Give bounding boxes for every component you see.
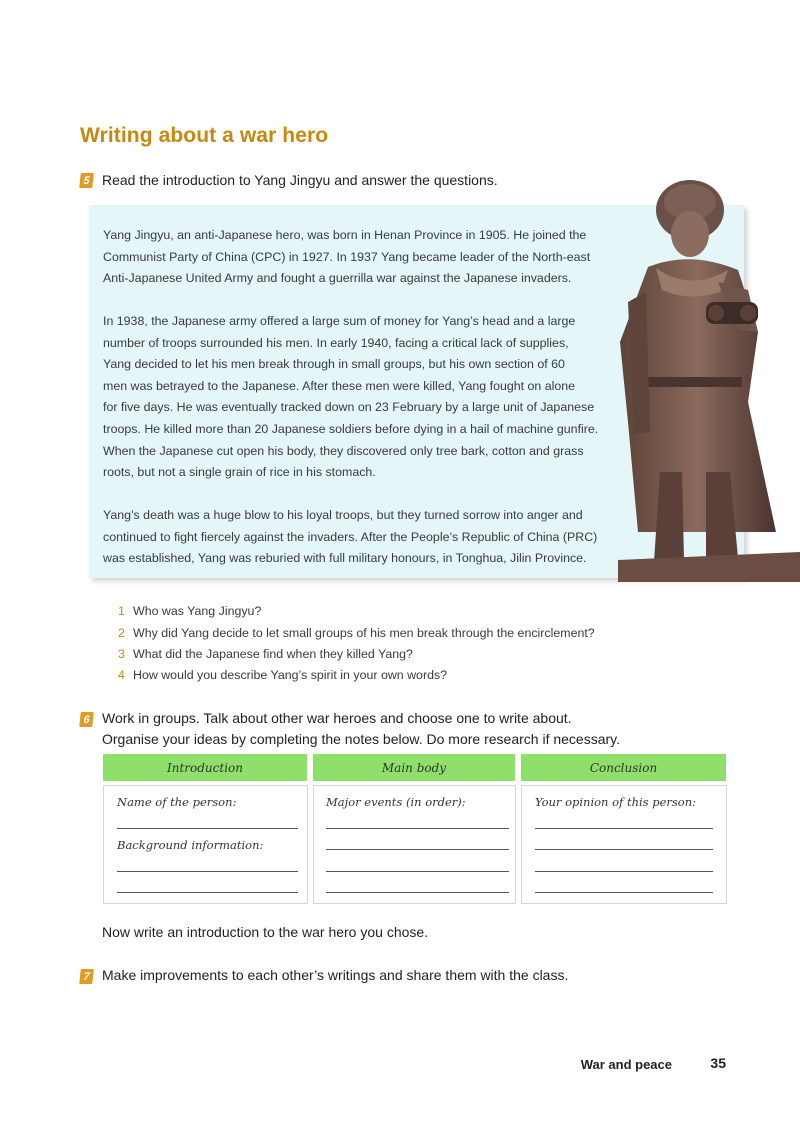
task-5-instruction: Read the introduction to Yang Jingyu and answer the questions. [102,172,498,188]
task-6-instruction-line-2: Organise your ideas by completing the notes below. Do more research if necessary. [102,731,620,747]
task-5-badge: 5 [79,173,94,188]
reading-paragraph-1: Yang Jingyu, an anti-Japanese hero, was born in Henan Province in 1905. He joined the Communist Party of China (CPC) in 1927. In 1937 Yang became leader of the North-east Anti-Japanese United Army and fought a guerrilla war against the Japanese invaders. [103,228,591,286]
notes-header-introduction: Introduction [103,754,307,781]
write-line[interactable] [535,849,713,850]
label-name-of-person: Name of the person: [117,795,237,809]
question-4: 4 How would you describe Yang’s spirit in your own words? [118,668,448,682]
reading-paragraph-3: Yang’s death was a huge blow to his loyal troops, but they turned sorrow into anger and continued to fight fiercely against the invaders. After the People’s Republic of China (PRC) was established, Yang was reburied with full military honours, in Tonghua, Jilin Province. [103,508,598,566]
reading-paragraph-2: In 1938, the Japanese army offered a large sum of money for Yang’s head and a large number of troops surrounded his men. In early 1940, facing a critical lack of supplies, Yang decided to let his men break through in small groups, but his own section of 60 men was betrayed to the Japanese. After these men were killed, Yang fought on alone for five days. He was eventually tracked down on 23 February by a large unit of Japanese troops. He killed more than 20 Japanese soldiers before dying in a hail of machine gunfire. When the Japanese cut open his body, they discovered only tree bark, cotton and grass roots, but not a single grain of rice in his stomach. [103,314,599,480]
footer-unit-title: War and peace [580,1057,672,1072]
notes-header-main-body: Main body [313,754,515,781]
task-6-badge: 6 [79,712,94,727]
label-your-opinion: Your opinion of this person: [535,795,696,809]
label-major-events: Major events (in order): [326,795,466,809]
section-title: Writing about a war hero [80,124,329,147]
write-line[interactable] [326,871,509,872]
write-line[interactable] [117,871,298,872]
label-background-information: Background information: [117,838,264,852]
question-2: 2 Why did Yang decide to let small groups of his men break through the encirclement? [118,626,595,640]
write-line[interactable] [326,849,509,850]
write-line[interactable] [535,871,713,872]
task-6-instruction-line-1: Work in groups. Talk about other war heroes and choose one to write about. [102,710,572,726]
task-6-followup: Now write an introduction to the war hero you chose. [102,924,429,940]
question-3: 3 What did the Japanese find when they killed Yang? [118,647,413,661]
task-7-instruction: Make improvements to each other’s writings and share them with the class. [102,967,569,983]
yang-jingyu-statue-image [598,172,800,582]
write-line[interactable] [117,828,298,829]
write-line[interactable] [117,892,298,893]
task-7-badge: 7 [79,969,94,984]
write-line[interactable] [535,892,713,893]
write-line[interactable] [326,892,509,893]
write-line[interactable] [535,828,713,829]
write-line[interactable] [326,828,509,829]
notes-header-conclusion: Conclusion [521,754,726,781]
page-number: 35 [710,1055,726,1071]
question-1: 1 Who was Yang Jingyu? [118,604,262,618]
